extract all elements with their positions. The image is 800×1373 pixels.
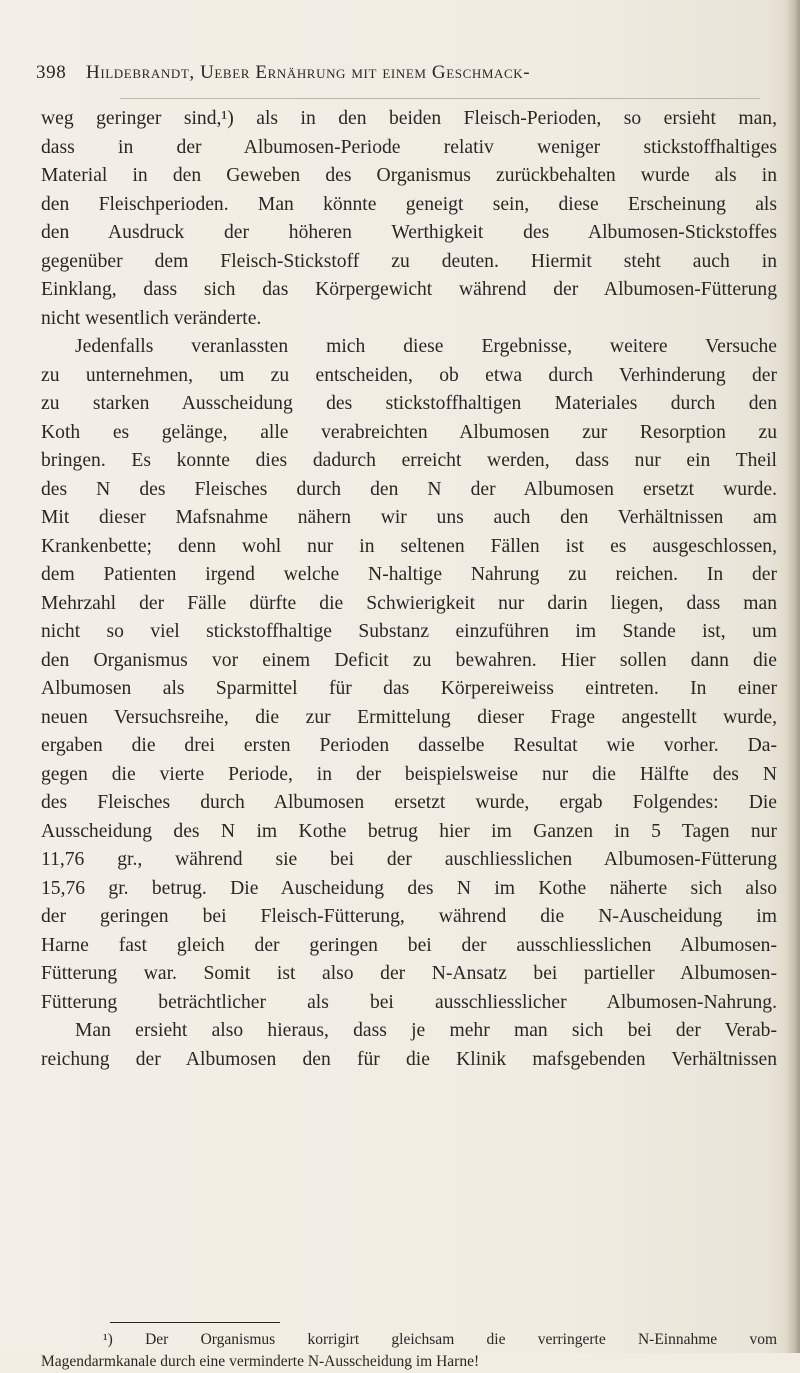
footnote-line: Magendarmkanale durch eine verminderte N-Ausscheidung im Harne! (41, 1353, 480, 1370)
text-line: den Ausdruck der höheren Werthigkeit des Albumosen-Stickstoffes (41, 222, 777, 243)
text-line: Mehrzahl der Fälle dürfte die Schwierigkeit nur darin liegen, dass man (41, 592, 777, 614)
text-line: der geringen bei Fleisch-Fütterung, während die N-Auscheidung im (41, 906, 777, 927)
text-line: Koth es gelänge, alle verabreichten Albumosen zur Resorption zu (41, 421, 777, 443)
footnote-rule (110, 1322, 280, 1323)
text-line: nicht wesentlich veränderte. (41, 307, 262, 329)
text-line: zu unternehmen, um zu entscheiden, ob etwa durch Verhinderung der (41, 364, 777, 386)
text-line: dem Patienten irgend welche N-haltige Nahrung zu reichen. In der (41, 564, 777, 585)
text-line: nicht so viel stickstoffhaltige Substanz einzuführen im Stande ist, um (41, 621, 777, 642)
text-line: Ausscheidung des N im Kothe betrug hier im Ganzen in 5 Tagen nur (41, 820, 777, 842)
text-line: 11,76 gr., während sie bei der auschliesslichen Albumosen-Fütterung (41, 849, 777, 870)
text-line: Man ersieht also hieraus, dass je mehr man sich bei der Verab- (75, 1020, 777, 1041)
text-line: den Fleischperioden. Man könnte geneigt sein, diese Erscheinung als (41, 193, 777, 215)
text-line: gegen die vierte Periode, in der beispielsweise nur die Hälfte des N (41, 763, 777, 785)
text-line: Mit dieser Mafsnahme nähern wir uns auch den Verhältnissen am (41, 507, 777, 528)
running-header (36, 62, 766, 84)
text-line: Albumosen als Sparmittel für das Körpereiweiss eintreten. In einer (41, 678, 777, 699)
text-line: dass in der Albumosen-Periode relativ weniger stickstoffhaltiges (41, 136, 777, 158)
text-line: 15,76 gr. betrug. Die Auscheidung des N im Kothe näherte sich also (41, 877, 777, 899)
text-line: bringen. Es konnte dies dadurch erreicht werden, dass nur ein Theil (41, 450, 777, 471)
text-line: Fütterung war. Somit ist also der N-Ansatz bei partieller Albumosen- (41, 963, 777, 984)
body-text (41, 105, 777, 1074)
text-line: Jedenfalls veranlassten mich diese Ergebnisse, weitere Versuche (75, 336, 777, 357)
header-rule (120, 98, 760, 99)
page-number: 398 (36, 62, 67, 83)
text-line: Krankenbette; denn wohl nur in seltenen Fällen ist es ausgeschlossen, (41, 535, 777, 557)
text-line: Material in den Geweben des Organismus zurückbehalten wurde als in (41, 165, 777, 186)
text-line: des Fleisches durch Albumosen ersetzt wurde, ergab Folgendes: Die (41, 792, 777, 813)
text-line: ergaben die drei ersten Perioden dasselbe Resultat wie vorher. Da- (41, 735, 777, 756)
text-line: Harne fast gleich der geringen bei der ausschliesslichen Albumosen- (41, 934, 777, 956)
footnote (41, 1329, 777, 1373)
text-line: gegenüber dem Fleisch-Stickstoff zu deuten. Hiermit steht auch in (41, 250, 777, 272)
text-line: des N des Fleisches durch den N der Albumosen ersetzt wurde. (41, 478, 777, 500)
text-line: zu starken Ausscheidung des stickstoffhaltigen Materiales durch den (41, 393, 777, 414)
running-title: Hildebrandt, Ueber Ernährung mit einem Geschmack- (86, 62, 531, 83)
text-line: weg geringer sind,¹) als in den beiden Fleisch-Perioden, so ersieht man, (41, 108, 777, 129)
text-line: Fütterung beträchtlicher als bei ausschliesslicher Albumosen-Nahrung. (41, 991, 777, 1013)
text-line: reichung der Albumosen den für die Klinik mafsgebenden Verhältnissen (41, 1048, 777, 1070)
text-line: den Organismus vor einem Deficit zu bewahren. Hier sollen dann die (41, 649, 777, 671)
text-line: Einklang, dass sich das Körpergewicht während der Albumosen-Fütterung (41, 279, 777, 300)
footnote-line: ¹) Der Organismus korrigirt gleichsam die verringerte N-Einnahme vom (103, 1331, 777, 1348)
text-line: neuen Versuchsreihe, die zur Ermittelung dieser Frage angestellt wurde, (41, 706, 777, 728)
page-edge-shadow (786, 0, 800, 1353)
